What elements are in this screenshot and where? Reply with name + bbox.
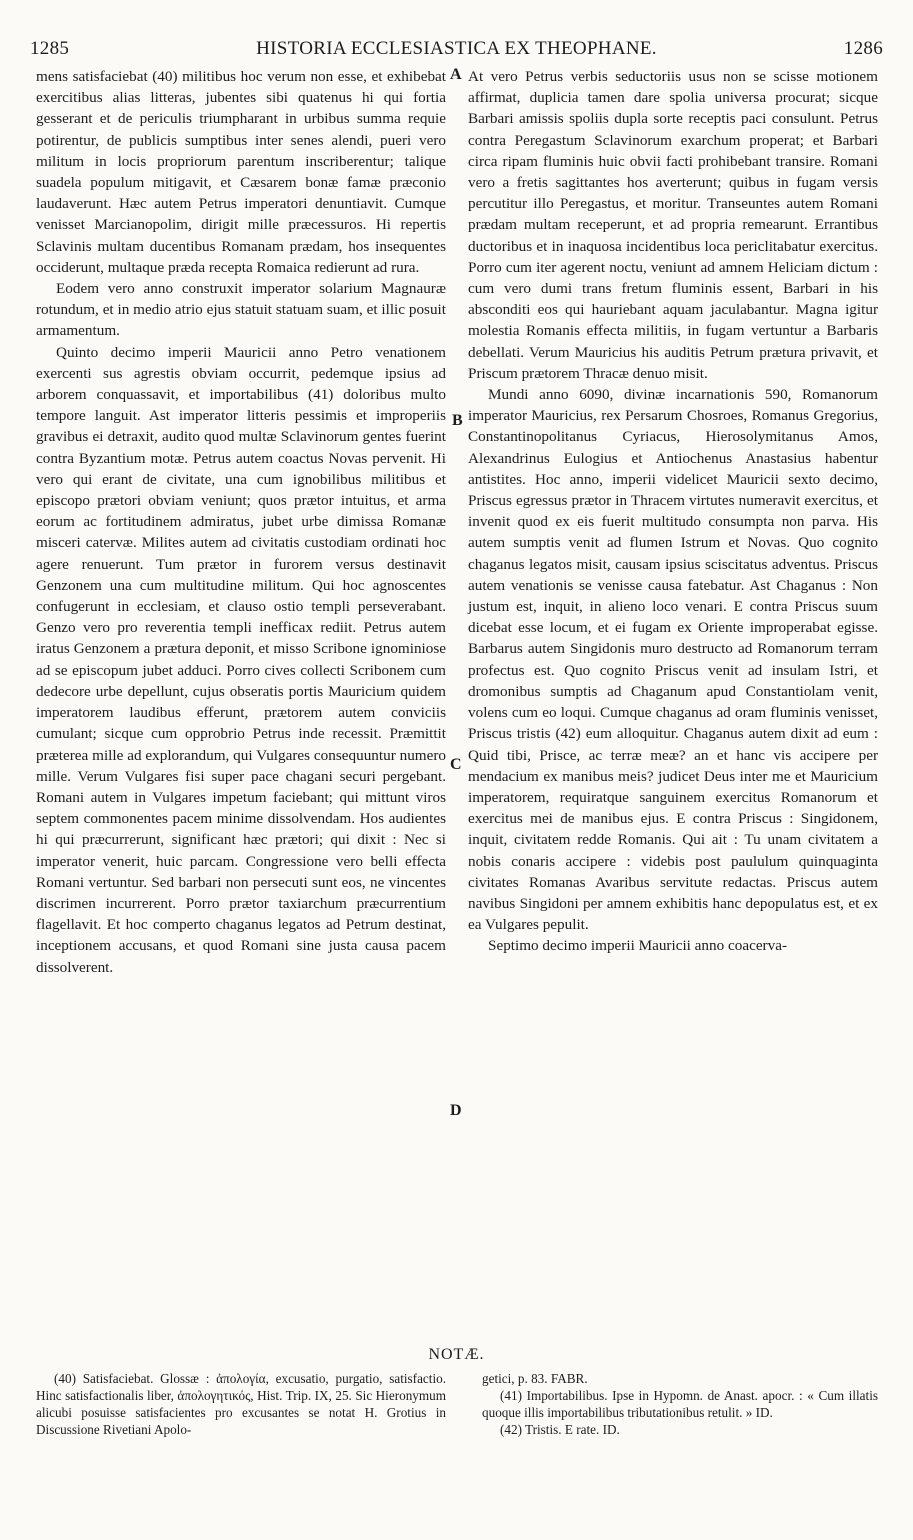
section-marker-b: B [452,412,463,429]
notes-right [482,1370,878,1438]
running-title: HISTORIA ECCLESIASTICA EX THEOPHANE. [256,38,657,59]
paragraph: Eodem vero anno construxit imperator solarium Magnauræ rotundum, et in medio atrio ejus statuit statuam suam, et illic posuit armamentum. [36,280,446,340]
notes-left [36,1370,446,1438]
page-number-right: 1286 [843,38,883,59]
page-number-left: 1285 [30,38,70,59]
footnote: getici, p. 83. FABR. [482,1371,588,1386]
left-column [36,66,446,978]
page-header [30,38,883,64]
paragraph: Quinto decimo imperii Mauricii anno Petro venationem exercenti sus agrestis obviam occurrit, pedemque ipsius ad arborem conquassavit, et importabilibus (41) doloribus multo tempore languit. Ast imperator litteris pessimis et improperiis gravibus ei detraxit, audito quod multæ Sclavinorum gentes fuerint contra Byzantium motæ. Petrus autem coactus Novas pervenit. Hi vero qui erant de civitate, una cum ignobilibus militibus et episcopo prætori obviam veniunt; quos prætor intuitus, et arma eorum ac fortitudinem admiratus, jubet urbe dimissa Romanæ misceri catervæ. Milites autem ad civitatis custodiam ordinati hoc agere renuerunt. Tum prætor in furorem versus destinavit Genzonem una cum multitudine militum. Qui hoc agnoscentes confugerunt in ecclesiam, et clauso ostio templi perseverabant. Genzo vero pro reverentia templi inefficax rediit. Petrus autem iratus Genzonem a prætura deponit, et misso Scribone ignominiose ad se episcopum jubet adduci. Porro cives collecti Scribonem cum dedecore urbe depellunt, cujus obseratis portis Mauricium quidem imperatorem laudibus efferunt, prætorem autem conviciis cumulant; sicque cum opprobrio Petrus inde recessit. Præmittit præterea mille ad explorandum, qui Vulgares consequuntur numero mille. Verum Vulgares fisi super pace chagani securi pergebant. Romani autem in Vulgares impetum faciebant; qui mittunt viros septem commonentes pacem minime dissolvendam. Hos audientes hi qui præcurrerunt, significant hæc prætori; qui dixit : Nec si imperator venerit, huic parcam. Congressione vero belli effecta Romani vertuntur. Sed barbari non persecuti sunt eos, ne vincentes discrimen incurrerent. Porro prætor taxiarchum præcurrentium flagellavit. Et hoc comperto chaganus legatos ad Petrum destinat, inceptionem accusans, et quod Romani sine justa causa pacem dissolverent. [36,343,446,976]
paragraph: At vero Petrus verbis seductoriis usus non se scisse motionem affirmat, duplicia tamen dare spolia universa procurat; sicque Barbari amissis spoliis dupla sorte receptis paci consulunt. Petrus contra Peregastum Sclavinorum exarchum properat; et Barbari circa ripam fluminis huic obvii facti prohibebant transire. Romani vero a fretis sagittantes hos averterunt; quibus in fugam versis percutitur illo Peregastus, et moritur. Transeuntes autem Romani prædam multam receperunt, et ad propria remearunt. Errantibus ductoribus et in inaquosa incidentibus loca periclitabatur exercitus. Porro cum iter agerent noctu, veniunt ad amnem Heliciam dictum : cum vero dumi trans fretum fluminis essent, Barbari in his absconditi eos qui hauriebant aquam jaculabantur. Magna igitur molestia Romanis effecta militiis, in fugam vertuntur a Barbaris debellati. Verum Mauricius his auditis Petrum prætura privavit, et Priscum prætorem Thracæ denuo misit. [468,68,878,382]
footnote: (42) Tristis. E rate. ID. [500,1422,620,1437]
footnote: (40) Satisfaciebat. Glossæ : ἀπολογία, excusatio, purgatio, satisfactio. Hinc satisfactionalis liber, ἀπολογητικός, Hist. Trip. IX, 25. Sic Hieronymum alicubi posuisse satisfacientes pro excusantes se notat H. Grotius in Discussione Rivetiani Apolo- [36,1371,446,1437]
paragraph: Septimo decimo imperii Mauricii anno coacerva- [488,937,788,955]
paragraph: mens satisfaciebat (40) militibus hoc verum non esse, et exhibebat exercitibus alias litteras, jubentes sibi quatenus hi qui fortia gesserant et de periculis triumpharant in urbibus summa requie potirentur, de publicis sumptibus inter senes alendi, pueri vero militum in locis propriorum parentum inscriberentur; talique suadela populum mitigavit, et Cæsarem bonæ famæ præconio laudaverunt. Hæc autem Petrus imperatori denuntiavit. Cumque venisset Marcianopolim, dirigit mille præcessuros. Hi repertis Sclavinis multam ducentibus Romanam prædam, hos insequentes occiderunt, multaque præda recepta Romaica redierunt ad rura. [36,68,446,276]
section-marker-a: A [450,66,462,83]
footnote: (41) Importabilibus. Ipse in Hypomn. de Anast. apocr. : « Cum illatis quoque illis importabilibus tributationibus retulit. » ID. [482,1388,878,1420]
section-marker-c: C [450,756,462,773]
right-column [468,66,878,957]
section-marker-d: D [450,1102,462,1119]
notes-title: NOTÆ. [428,1346,485,1363]
paragraph: Mundi anno 6090, divinæ incarnationis 590, Romanorum imperator Mauricius, rex Persarum Chosroes, Romanus Gregorius, Constantinopolitanus Cyriacus, Hierosolymitanus Amos, Alexandrinus Eulogius et Antiochenus Anastasius habentur antistites. Hoc anno, imperii videlicet Mauricii sexto decimo, Priscus egressus prætor in Thracem virtutes numeravit exercitus, et invenit quod ex eis fuerit multitudo consumpta non parva. His autem sumptis venit ad flumen Istrum et Novas. Quo cognito chaganus legatos misit, causam ipsius sciscitatus adventus. Priscus autem venationis se venisse causa fatebatur. Ast Chaganus : Non justum est, inquit, in alieno loco venari. E contra Priscus suum dicebat esse locum, et ei fugam ex Oriente improperabat egisse. Barbarus autem Singidonis muro destructo ad Romanorum terram profectus est. Quo cognito Priscus venit ad insulam Istri, et dromonibus sumptis ad Chaganum apud Constantiolam venit, volens cum eo loqui. Cumque chaganus ad oram fluminis venisset, Priscus tristis (42) eum alloquitur. Chaganus autem dixit ad eum : Quid tibi, Prisce, ac terræ meæ? an et hanc vis accipere per mendacium ex manibus meis? judicet Deus inter me et Mauricium imperatorem, requiratque sanguinem exercitus Romanorum et exercitus mei de manibus ejus. E contra Priscus : Singidonem, inquit, civitatem redde Romanis. Qui ait : Tu unam civitatem a nobis conaris accipere : videbis post paululum quinquaginta civitates Romanas Avaribus servitute redactas. Priscus autem navibus Singidoni per amnem exhibitis hanc depopulatus est, et ex ea Vulgares pepulit. [468,386,878,934]
